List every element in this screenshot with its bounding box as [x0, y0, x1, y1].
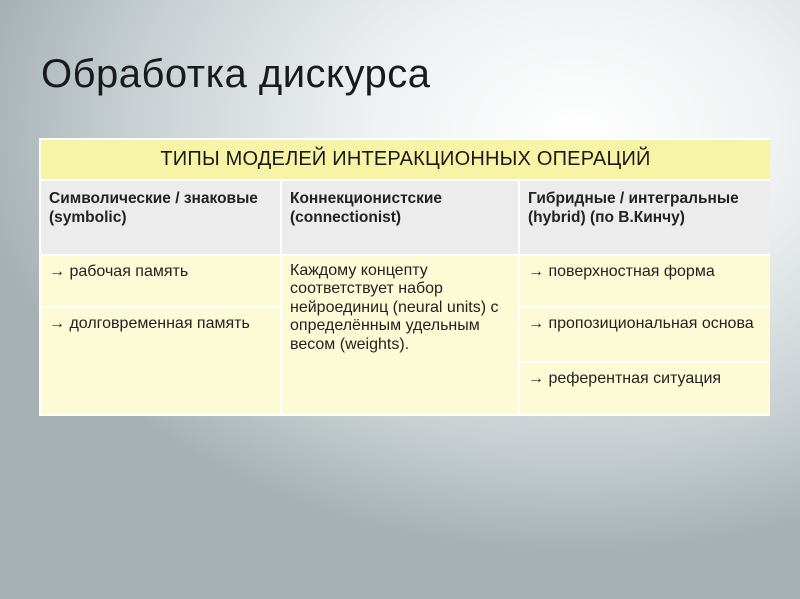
slide-title: Обработка дискурса: [41, 52, 431, 96]
column-headers-row: [41, 181, 770, 254]
symbolic-cell-working-memory: → рабочая память: [41, 256, 280, 307]
table-row: [41, 256, 770, 307]
column-header-hybrid: Гибридные / интегральные (hybrid) (по В.Кинчу): [520, 181, 770, 254]
connectionist-cell: Каждому концепту соответствует набор нейроединиц (neural units) с определённым удельным весом (weights).: [282, 256, 518, 414]
hybrid-cell-referent-situation: → референтная ситуация: [520, 363, 770, 414]
symbolic-cell-long-term-memory: → долговременная память: [41, 308, 280, 414]
table-header: ТИПЫ МОДЕЛЕЙ ИНТЕРАКЦИОННЫХ ОПЕРАЦИЙ: [41, 140, 770, 179]
column-header-symbolic: Символические / знаковые (symbolic): [41, 181, 280, 254]
column-header-connectionist: Коннекционистские (connectionist): [282, 181, 518, 254]
model-types-table: [39, 138, 770, 416]
hybrid-cell-propositional-base: → пропозициональная основа: [520, 308, 770, 361]
table: [39, 138, 772, 416]
table-header-row: [41, 140, 770, 179]
hybrid-cell-surface-form: → поверхностная форма: [520, 256, 770, 307]
